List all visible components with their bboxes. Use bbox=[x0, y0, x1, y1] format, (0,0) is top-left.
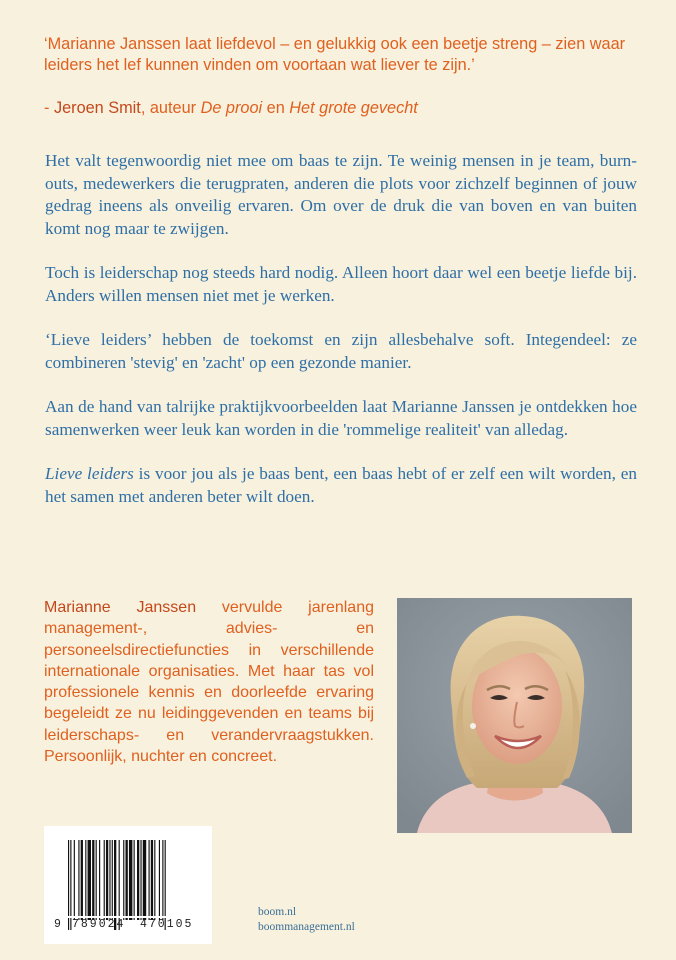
blurb-paragraph-5-text: is voor jou als je baas bent, een baas hebt of er zelf een wilt worden, en het samen met anderen beter wilt doen. bbox=[45, 464, 638, 506]
isbn-barcode bbox=[44, 826, 212, 944]
blurb-paragraph-3: ‘Lieve leiders’ hebben de toekomst en zijn allesbehalve soft. Integendeel: ze combineren 'stevig' en 'zacht' op een gezonde manier. bbox=[45, 330, 637, 372]
author-bio-text: vervulde jarenlang management-, advies- en personeelsdirectiefuncties in verschillende internationale organisaties. Met haar tas vol professionele kennis en doorleefde ervaring begeleidt ze nu leidinggevenden en teams bij leiderschaps- en verandervraagstukken. Persoonlijk, nuchter en concreet. bbox=[44, 599, 374, 766]
barcode-bar bbox=[123, 840, 124, 920]
author-photo-illustration bbox=[397, 598, 632, 833]
book-title-two: Het grote gevecht bbox=[289, 99, 418, 117]
barcode-bar bbox=[126, 840, 128, 920]
publisher-site-two: boommanagement.nl bbox=[258, 921, 355, 933]
barcode-right-group: 470105 bbox=[140, 918, 194, 931]
barcode-first-digit: 9 bbox=[54, 918, 61, 931]
author-name: Marianne Janssen bbox=[44, 599, 197, 616]
barcode-bar bbox=[154, 840, 155, 920]
quote-attribution bbox=[44, 99, 418, 118]
attribution-prefix: - bbox=[44, 99, 54, 117]
author-portrait bbox=[397, 598, 632, 833]
barcode-bar bbox=[81, 840, 83, 920]
barcode-bar bbox=[112, 840, 113, 920]
barcode-bar bbox=[109, 840, 110, 920]
barcode-bar bbox=[88, 840, 91, 920]
blurb-paragraph-4: Aan de hand van talrijke praktijkvoorbeelden laat Marianne Janssen je ontdekken hoe samenwerken weer leuk kan worden in die 'rommelige realiteit' van alledag. bbox=[45, 397, 637, 439]
blurb-paragraph-1: Het valt tegenwoordig niet mee om baas te zijn. Te weinig mensen in je team, burn-outs, medewerkers die terugpraten, anderen die plots voor zichzelf beginnen of jouw gedrag ineens als onveilig ervaren. Om over de druk die van boven en van buiten komt nog maar te zwijgen. bbox=[45, 151, 637, 238]
blurb-paragraph-2: Toch is leiderschap nog steeds hard nodig. Alleen hoort daar wel een beetje liefde bij. Anders willen mensen niet met je werken. bbox=[45, 263, 637, 305]
barcode-bar bbox=[143, 840, 146, 920]
attribution-joiner: en bbox=[262, 99, 290, 117]
book-title: Lieve leiders bbox=[45, 464, 134, 483]
blurb-paragraph-5 bbox=[45, 463, 637, 508]
barcode-bar bbox=[129, 840, 132, 920]
barcode-digits bbox=[54, 916, 204, 931]
endorsement-quote bbox=[44, 34, 644, 76]
barcode-bar bbox=[85, 840, 86, 920]
barcode-bar bbox=[151, 840, 153, 920]
barcode-bar bbox=[104, 840, 105, 920]
barcode-left-group: 789024 bbox=[72, 918, 126, 931]
blurb bbox=[45, 150, 637, 508]
barcode-bar bbox=[78, 840, 79, 920]
barcode-bar bbox=[134, 840, 135, 920]
author-bio bbox=[44, 597, 374, 767]
attribution-role: , auteur bbox=[140, 99, 201, 117]
barcode-bar bbox=[96, 840, 97, 920]
barcode-bar bbox=[74, 840, 75, 920]
quote-text: ‘Marianne Janssen laat liefdevol – en gelukkig ook een beetje streng – zien waar leiders het lef kunnen vinden om voortaan wat liever te zijn.’ bbox=[44, 35, 626, 74]
barcode-bar bbox=[99, 840, 100, 920]
barcode-bar bbox=[137, 840, 139, 920]
barcode-bar bbox=[162, 840, 163, 920]
publisher-site-one: boom.nl bbox=[258, 906, 297, 918]
barcode-bar bbox=[140, 840, 141, 920]
barcode-bar bbox=[106, 840, 108, 920]
barcode-bar bbox=[92, 840, 94, 920]
attribution-name: Jeroen Smit bbox=[53, 99, 141, 117]
barcode-bar bbox=[149, 840, 150, 920]
publisher-links bbox=[258, 905, 355, 935]
book-title-one: De prooi bbox=[200, 99, 263, 117]
barcode-bar bbox=[159, 840, 160, 920]
